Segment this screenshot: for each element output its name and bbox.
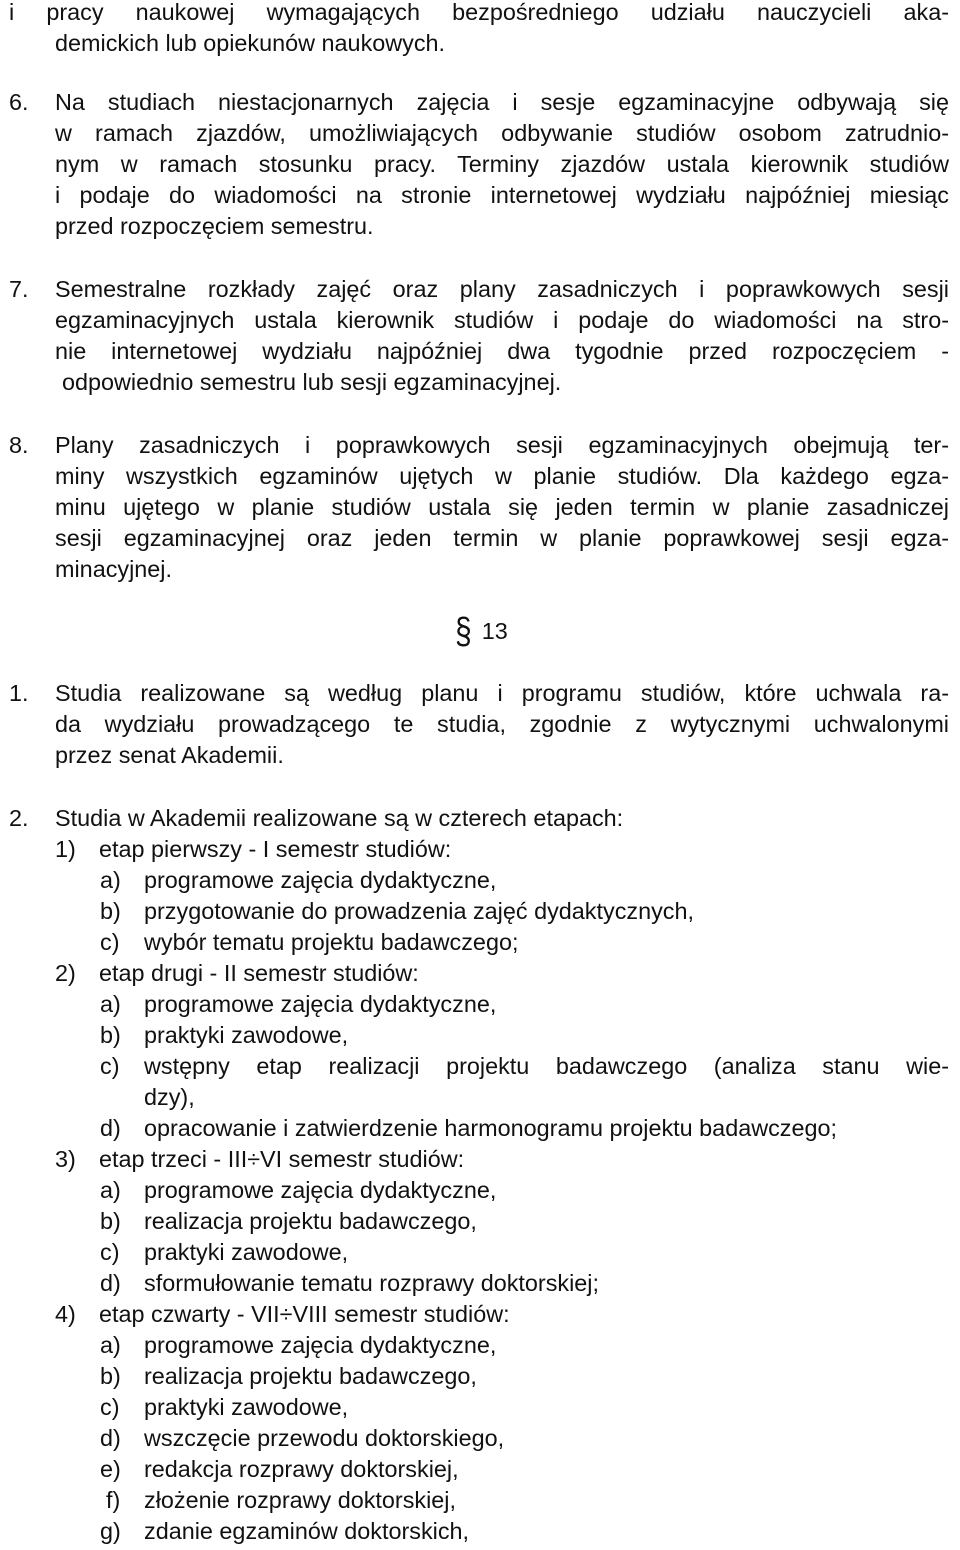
point-line: Studia w Akademii realizowane są w czterech etapach: [55, 805, 624, 831]
point-number: 7. [9, 276, 29, 302]
point-line: przez senat Akademii. [55, 742, 284, 768]
point-line: przed rozpoczęciem semestru. [55, 213, 374, 239]
item-letter: b) [100, 1363, 121, 1389]
item-line: programowe zajęcia dydaktyczne, [144, 991, 497, 1017]
stage-number: 1) [55, 836, 76, 862]
stage-title: etap czwarty - VII÷VIII semestr studiów: [99, 1301, 510, 1327]
item-letter: b) [100, 1208, 121, 1234]
stage-number: 3) [55, 1146, 76, 1172]
item-line: redakcja rozprawy doktorskiej, [144, 1456, 459, 1482]
point-line: Na studiach niestacjonarnych zajęcia i sesje egzaminacyjne odbywają się [55, 89, 949, 115]
item-letter: a) [100, 867, 121, 893]
item-line: opracowanie i zatwierdzenie harmonogramu projektu badawczego; [144, 1115, 838, 1141]
point-line: nym w ramach stosunku pracy. Terminy zjazdów ustala kierownik studiów [55, 151, 949, 177]
item-letter: a) [100, 991, 121, 1017]
point-line: minu ujętego w planie studiów ustala się jeden termin w planie zasadniczej [55, 494, 949, 520]
item-letter: c) [100, 1394, 120, 1420]
item-line: realizacja projektu badawczego, [144, 1208, 477, 1234]
item-line: praktyki zawodowe, [144, 1239, 349, 1265]
point-number: 1. [9, 680, 29, 706]
item-letter: e) [100, 1456, 121, 1482]
item-line: programowe zajęcia dydaktyczne, [144, 1332, 497, 1358]
point-line: da wydziału prowadzącego te studia, zgodnie z wytycznymi uchwalonymi [55, 711, 949, 737]
section-heading [455, 610, 508, 652]
item-letter: a) [100, 1332, 121, 1358]
point-line: miny wszystkich egzaminów ujętych w planie studiów. Dla każdego egza- [55, 463, 949, 489]
point-line: Plany zasadniczych i poprawkowych sesji egzaminacyjnych obejmują ter- [55, 432, 949, 458]
item-line: wybór tematu projektu badawczego; [144, 929, 519, 955]
item-line: praktyki zawodowe, [144, 1022, 349, 1048]
point-line: egzaminacyjnych ustala kierownik studiów i podaje do wiadomości na stro- [55, 307, 949, 333]
item-line: realizacja projektu badawczego, [144, 1363, 477, 1389]
item-letter: d) [100, 1425, 121, 1451]
item-letter: d) [100, 1270, 121, 1296]
intro-line: demickich lub opiekunów naukowych. [55, 30, 446, 56]
point-number: 6. [9, 89, 29, 115]
section-number: 13 [481, 618, 508, 644]
stage-title: etap drugi - II semestr studiów: [99, 960, 419, 986]
item-line: programowe zajęcia dydaktyczne, [144, 867, 497, 893]
point-line: minacyjnej. [55, 556, 172, 582]
point-line: i podaje do wiadomości na stronie internetowej wydziału najpóźniej miesiąc [55, 182, 949, 208]
stage-number: 4) [55, 1301, 76, 1327]
item-line: programowe zajęcia dydaktyczne, [144, 1177, 497, 1203]
point-number: 2. [9, 805, 29, 831]
item-line: przygotowanie do prowadzenia zajęć dydaktycznych, [144, 898, 694, 924]
item-line: wstępny etap realizacji projektu badawczego (analiza stanu wie- [144, 1053, 949, 1079]
item-line: dzy), [144, 1084, 195, 1110]
intro-line: i pracy naukowej wymagających bezpośredniego udziału nauczycieli aka- [9, 0, 949, 25]
section-symbol: § [455, 610, 472, 652]
point-line: Semestralne rozkłady zajęć oraz plany zasadniczych i poprawkowych sesji [55, 276, 949, 302]
item-line: sformułowanie tematu rozprawy doktorskiej; [144, 1270, 599, 1296]
point-line: w ramach zjazdów, umożliwiających odbywanie studiów osobom zatrudnio- [55, 120, 949, 146]
item-letter: b) [100, 1022, 121, 1048]
item-line: wszczęcie przewodu doktorskiego, [144, 1425, 505, 1451]
item-letter: c) [100, 929, 120, 955]
stage-number: 2) [55, 960, 76, 986]
item-letter: b) [100, 898, 121, 924]
item-line: praktyki zawodowe, [144, 1394, 349, 1420]
item-letter: c) [100, 1239, 120, 1265]
point-line: odpowiednio semestru lub sesji egzaminacyjnej. [62, 369, 562, 395]
item-letter: f) [106, 1487, 121, 1513]
point-line: Studia realizowane są według planu i programu studiów, które uchwala ra- [55, 680, 949, 706]
item-letter: a) [100, 1177, 121, 1203]
point-number: 8. [9, 432, 29, 458]
item-letter: g) [100, 1518, 121, 1544]
stage-title: etap pierwszy - I semestr studiów: [99, 836, 452, 862]
point-line: nie internetowej wydziału najpóźniej dwa tygodnie przed rozpoczęciem - [55, 338, 949, 364]
item-letter: d) [100, 1115, 121, 1141]
point-line: sesji egzaminacyjnej oraz jeden termin w planie poprawkowej sesji egza- [55, 525, 949, 551]
item-line: złożenie rozprawy doktorskiej, [144, 1487, 457, 1513]
item-letter: c) [100, 1053, 120, 1079]
stage-title: etap trzeci - III÷VI semestr studiów: [99, 1146, 465, 1172]
item-line: zdanie egzaminów doktorskich, [144, 1518, 470, 1544]
